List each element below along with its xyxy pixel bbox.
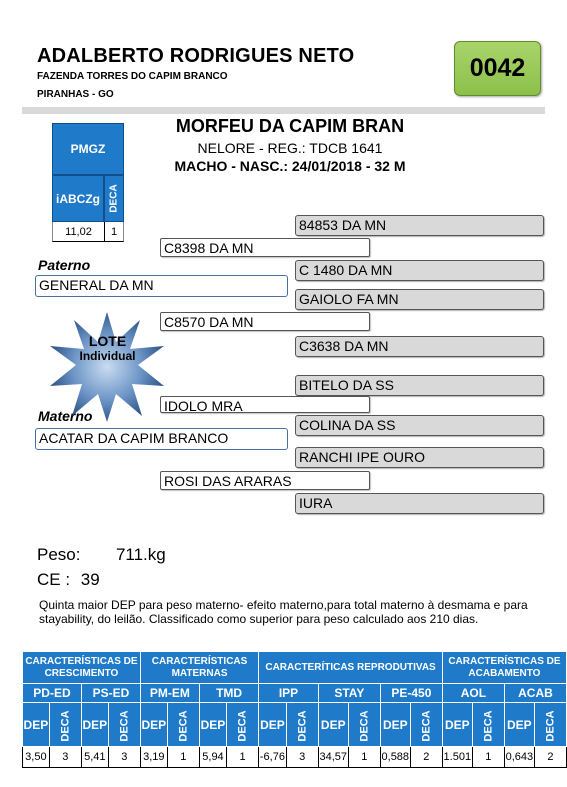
animal-breed-registration: NELORE - REG.: TDCB 1641: [197, 140, 383, 156]
farm-name: FAZENDA TORRES DO CAPIM BRANCO: [37, 71, 228, 82]
group-reprodutivas: CARACTERÍTICAS REPRODUTIVAS: [259, 652, 443, 684]
pedigree-sire: GENERAL DA MN: [35, 275, 288, 297]
dep-value: 1.501: [442, 747, 472, 768]
deca-value: 1: [227, 747, 259, 768]
peso-row: [37, 545, 166, 565]
lot-number-badge: 0042: [454, 41, 541, 96]
lote-star-badge: [50, 312, 165, 422]
peso-label: Peso:: [37, 545, 81, 564]
owner-name: ADALBERTO RODRIGUES NETO: [37, 45, 355, 67]
deca-value: 2: [534, 747, 566, 768]
dep-value: 0,588: [380, 747, 410, 768]
deca-header: DECA: [348, 703, 380, 747]
pedigree-sds: GAIOLO FA MN: [295, 289, 544, 310]
deca-header: DECA: [286, 703, 318, 747]
trait-header: PD-ED: [23, 684, 82, 703]
deca-value: 3: [108, 747, 140, 768]
highlight-note: Quinta maior DEP para peso materno- efeito materno,para total materno à desmama e para stayability, do leilão. Classificado como superior para peso calculado aos 210 dias.: [39, 598, 528, 626]
deca-header: DECA: [108, 703, 140, 747]
dep-header: DEP: [140, 703, 167, 747]
trait-header: STAY: [318, 684, 380, 703]
dep-header: DEP: [442, 703, 472, 747]
program-label: PMGZ: [52, 123, 124, 175]
dep-header: DEP: [259, 703, 286, 747]
pedigree-ddd: IURA: [295, 493, 544, 514]
pedigree-dsd: COLINA DA SS: [295, 415, 544, 436]
animal-name: MORFEU DA CAPIM BRAN: [175, 116, 405, 136]
group-acabamento: CARACTERÍSTICAS DE ACABAMENTO: [442, 652, 566, 684]
trait-header: PS-ED: [81, 684, 140, 703]
peso-value: 711.kg: [115, 545, 166, 564]
animal-sex-birth: MACHO - NASC.: 24/01/2018 - 32 M: [174, 158, 406, 174]
paterno-label: Paterno: [38, 257, 91, 273]
deca-header: DECA: [534, 703, 566, 747]
pedigree-sdd: C3638 DA MN: [295, 336, 544, 357]
deca-value: 1: [167, 747, 199, 768]
farm-city: PIRANHAS - GO: [37, 89, 114, 100]
dep-header: DEP: [504, 703, 534, 747]
deca-header: DECA: [410, 703, 442, 747]
dep-value: 0,643: [504, 747, 534, 768]
dep-value: 5,41: [81, 747, 108, 768]
lote-label: [50, 334, 165, 364]
pedigree-sss: 84853 DA MN: [295, 215, 544, 236]
pedigree-dds: RANCHI IPE OURO: [295, 447, 544, 468]
dep-header: DEP: [199, 703, 226, 747]
lote-subtitle: Individual: [79, 349, 136, 363]
trait-header: PE-450: [380, 684, 442, 703]
pedigree-dam: ACATAR DA CAPIM BRANCO: [35, 428, 288, 450]
index-deca-value: 1: [104, 222, 124, 242]
group-crescimento: CARACTERÍSTICAS DE CRESCIMENTO: [23, 652, 141, 684]
trait-header: AOL: [442, 684, 504, 703]
pedigree-dam-sire: IDOLO MRA: [160, 396, 370, 413]
materno-label: Materno: [38, 408, 93, 424]
dep-value: -6,76: [259, 747, 286, 768]
trait-header: TMD: [199, 684, 258, 703]
pedigree-sire-dam: C8570 DA MN: [160, 312, 370, 331]
evaluation-values-row: [23, 747, 567, 768]
group-maternas: CARACTERÍSTICAS MATERNAS: [140, 652, 258, 684]
deca-value: 3: [49, 747, 81, 768]
index-deca-label: DECA: [104, 175, 124, 222]
pedigree-sire-sire: C8398 DA MN: [160, 238, 370, 257]
dep-header: DEP: [380, 703, 410, 747]
deca-value: 2: [410, 747, 442, 768]
dep-value: 5,94: [199, 747, 226, 768]
index-label: iABCZg: [52, 175, 104, 222]
ce-row: [37, 570, 100, 590]
deca-value: 3: [286, 747, 318, 768]
trait-header: ACAB: [504, 684, 566, 703]
dep-header: DEP: [23, 703, 50, 747]
deca-header: DECA: [167, 703, 199, 747]
dep-value: 34,57: [318, 747, 348, 768]
trait-header: IPP: [259, 684, 319, 703]
dep-value: 3,19: [140, 747, 167, 768]
deca-header: DECA: [472, 703, 504, 747]
pedigree-dam-dam: ROSI DAS ARARAS: [160, 471, 370, 490]
trait-header: PM-EM: [140, 684, 199, 703]
lote-title: LOTE: [88, 333, 127, 349]
deca-value: 1: [348, 747, 380, 768]
deca-header: DECA: [49, 703, 81, 747]
deca-value: 1: [472, 747, 504, 768]
index-value: 11,02: [52, 222, 104, 242]
evaluation-table: [22, 651, 567, 768]
pedigree-ssd: C 1480 DA MN: [295, 260, 544, 281]
dep-value: 3,50: [23, 747, 50, 768]
pedigree-dss: BITELO DA SS: [295, 375, 544, 396]
deca-header: DECA: [227, 703, 259, 747]
ce-label: CE :: [37, 570, 71, 589]
dep-header: DEP: [81, 703, 108, 747]
dep-header: DEP: [318, 703, 348, 747]
header-divider: [22, 107, 545, 114]
ce-value: 39: [80, 570, 100, 589]
